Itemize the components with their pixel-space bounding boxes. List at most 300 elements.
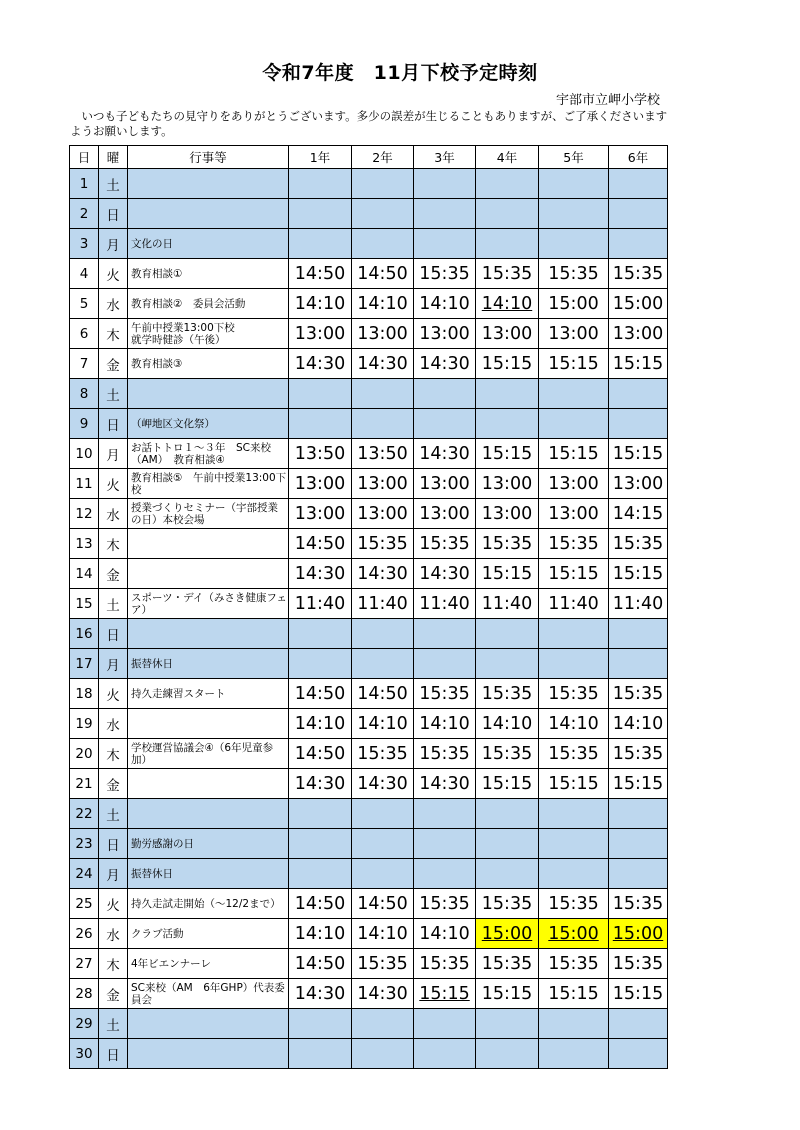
page-title: 令和7年度 11月下校予定時刻 bbox=[262, 62, 538, 84]
weekday-cell: 日 bbox=[99, 1039, 128, 1069]
table-row bbox=[70, 949, 668, 979]
time-cell-grade5 bbox=[539, 199, 609, 229]
time-cell-grade1: 14:50 bbox=[289, 259, 352, 289]
time-cell-grade3 bbox=[414, 649, 476, 679]
time-cell-grade6: 13:00 bbox=[609, 319, 668, 349]
day-cell: 26 bbox=[70, 919, 99, 949]
time-cell-grade3: 15:35 bbox=[414, 529, 476, 559]
time-cell-grade5: 15:35 bbox=[539, 529, 609, 559]
time-cell-grade4: 15:35 bbox=[476, 739, 539, 769]
day-cell: 25 bbox=[70, 889, 99, 919]
time-cell-grade4: 15:15 bbox=[476, 349, 539, 379]
time-cell-grade6: 14:15 bbox=[609, 499, 668, 529]
time-cell-grade6: 13:00 bbox=[609, 469, 668, 499]
time-cell-grade1: 14:30 bbox=[289, 769, 352, 799]
weekday-cell: 土 bbox=[99, 169, 128, 199]
time-cell-grade4: 14:10 bbox=[476, 709, 539, 739]
time-cell-grade3: 15:35 bbox=[414, 259, 476, 289]
time-cell-grade1: 13:00 bbox=[289, 499, 352, 529]
event-cell: 学校運営協議会④（6年児童参加） bbox=[128, 739, 289, 769]
event-cell: 勤労感謝の日 bbox=[128, 829, 289, 859]
time-cell-grade2: 13:00 bbox=[352, 499, 414, 529]
time-cell-grade1: 14:30 bbox=[289, 979, 352, 1009]
time-cell-grade5: 15:35 bbox=[539, 259, 609, 289]
weekday-cell: 金 bbox=[99, 349, 128, 379]
time-cell-grade6: 15:15 bbox=[609, 349, 668, 379]
day-cell: 30 bbox=[70, 1039, 99, 1069]
time-cell-grade1 bbox=[289, 409, 352, 439]
table-row bbox=[70, 919, 668, 949]
event-cell: クラブ活動 bbox=[128, 919, 289, 949]
table-row bbox=[70, 619, 668, 649]
time-cell-grade5: 15:15 bbox=[539, 979, 609, 1009]
day-cell: 8 bbox=[70, 379, 99, 409]
event-cell: SC来校（AM 6年GHP）代表委員会 bbox=[128, 979, 289, 1009]
time-cell-grade2 bbox=[352, 619, 414, 649]
event-cell: 午前中授業13:00下校 就学時健診（午後） bbox=[128, 319, 289, 349]
event-cell bbox=[128, 379, 289, 409]
weekday-cell: 土 bbox=[99, 589, 128, 619]
header-weekday: 曜 bbox=[99, 146, 128, 169]
time-cell-grade6 bbox=[609, 169, 668, 199]
time-cell-grade1 bbox=[289, 619, 352, 649]
day-cell: 24 bbox=[70, 859, 99, 889]
day-cell: 1 bbox=[70, 169, 99, 199]
weekday-cell: 水 bbox=[99, 709, 128, 739]
time-cell-grade3: 13:00 bbox=[414, 319, 476, 349]
time-cell-grade2 bbox=[352, 1039, 414, 1069]
time-cell-grade6: 15:15 bbox=[609, 769, 668, 799]
weekday-cell: 土 bbox=[99, 799, 128, 829]
weekday-cell: 金 bbox=[99, 769, 128, 799]
time-cell-grade2: 14:30 bbox=[352, 769, 414, 799]
time-cell-grade2: 15:35 bbox=[352, 739, 414, 769]
day-cell: 11 bbox=[70, 469, 99, 499]
time-cell-grade4 bbox=[476, 619, 539, 649]
time-cell-grade5: 13:00 bbox=[539, 469, 609, 499]
time-cell-grade5 bbox=[539, 1009, 609, 1039]
time-cell-grade6 bbox=[609, 619, 668, 649]
time-cell-grade3: 14:10 bbox=[414, 289, 476, 319]
event-cell bbox=[128, 1039, 289, 1069]
time-cell-grade1 bbox=[289, 1009, 352, 1039]
weekday-cell: 火 bbox=[99, 259, 128, 289]
table-row bbox=[70, 859, 668, 889]
header-grade2: 2年 bbox=[352, 146, 414, 169]
header-grade1: 1年 bbox=[289, 146, 352, 169]
time-cell-grade6 bbox=[609, 859, 668, 889]
event-cell: 振替休日 bbox=[128, 649, 289, 679]
time-cell-grade6: 15:15 bbox=[609, 979, 668, 1009]
time-cell-grade4 bbox=[476, 829, 539, 859]
time-cell-grade1 bbox=[289, 799, 352, 829]
day-cell: 4 bbox=[70, 259, 99, 289]
time-cell-grade5: 15:15 bbox=[539, 439, 609, 469]
table-row bbox=[70, 589, 668, 619]
time-cell-grade6 bbox=[609, 409, 668, 439]
time-cell-grade5 bbox=[539, 649, 609, 679]
time-cell-grade3: 14:30 bbox=[414, 439, 476, 469]
time-cell-grade2: 13:50 bbox=[352, 439, 414, 469]
day-cell: 13 bbox=[70, 529, 99, 559]
day-cell: 3 bbox=[70, 229, 99, 259]
time-cell-grade4: 15:35 bbox=[476, 259, 539, 289]
time-cell-grade4 bbox=[476, 649, 539, 679]
time-cell-grade2 bbox=[352, 199, 414, 229]
day-cell: 19 bbox=[70, 709, 99, 739]
weekday-cell: 月 bbox=[99, 859, 128, 889]
event-cell: スポーツ・デイ（みさき健康フェア） bbox=[128, 589, 289, 619]
time-cell-grade3: 14:10 bbox=[414, 709, 476, 739]
header-row bbox=[70, 146, 668, 169]
time-cell-grade4: 15:15 bbox=[476, 979, 539, 1009]
day-cell: 29 bbox=[70, 1009, 99, 1039]
time-cell-grade2: 14:50 bbox=[352, 679, 414, 709]
time-cell-grade3: 14:30 bbox=[414, 559, 476, 589]
time-cell-grade5: 15:00 bbox=[539, 919, 609, 949]
time-cell-grade3: 15:35 bbox=[414, 739, 476, 769]
time-cell-grade4: 14:10 bbox=[476, 289, 539, 319]
table-row bbox=[70, 409, 668, 439]
time-cell-grade6: 11:40 bbox=[609, 589, 668, 619]
day-cell: 14 bbox=[70, 559, 99, 589]
day-cell: 12 bbox=[70, 499, 99, 529]
time-cell-grade2: 13:00 bbox=[352, 319, 414, 349]
table-row bbox=[70, 169, 668, 199]
time-cell-grade2: 14:10 bbox=[352, 709, 414, 739]
weekday-cell: 木 bbox=[99, 319, 128, 349]
time-cell-grade5 bbox=[539, 799, 609, 829]
time-cell-grade2: 14:10 bbox=[352, 919, 414, 949]
time-cell-grade1: 14:10 bbox=[289, 919, 352, 949]
table-row bbox=[70, 979, 668, 1009]
table-row bbox=[70, 1009, 668, 1039]
time-cell-grade1 bbox=[289, 859, 352, 889]
time-cell-grade4: 15:35 bbox=[476, 949, 539, 979]
event-cell: 持久走練習スタート bbox=[128, 679, 289, 709]
table-row bbox=[70, 439, 668, 469]
weekday-cell: 日 bbox=[99, 829, 128, 859]
weekday-cell: 土 bbox=[99, 379, 128, 409]
time-cell-grade3 bbox=[414, 619, 476, 649]
time-cell-grade3: 13:00 bbox=[414, 469, 476, 499]
time-cell-grade1: 11:40 bbox=[289, 589, 352, 619]
time-cell-grade1: 14:30 bbox=[289, 559, 352, 589]
event-cell: 持久走試走開始（～12/2まで） bbox=[128, 889, 289, 919]
day-cell: 22 bbox=[70, 799, 99, 829]
day-cell: 15 bbox=[70, 589, 99, 619]
time-cell-grade3: 11:40 bbox=[414, 589, 476, 619]
time-cell-grade2: 14:10 bbox=[352, 289, 414, 319]
table-row bbox=[70, 799, 668, 829]
time-cell-grade4: 15:35 bbox=[476, 679, 539, 709]
day-cell: 20 bbox=[70, 739, 99, 769]
time-cell-grade5: 11:40 bbox=[539, 589, 609, 619]
time-cell-grade6 bbox=[609, 1009, 668, 1039]
time-cell-grade2 bbox=[352, 379, 414, 409]
time-cell-grade6 bbox=[609, 199, 668, 229]
time-cell-grade3 bbox=[414, 229, 476, 259]
time-cell-grade6: 15:00 bbox=[609, 919, 668, 949]
time-cell-grade5 bbox=[539, 379, 609, 409]
time-cell-grade1: 14:50 bbox=[289, 529, 352, 559]
time-cell-grade4: 13:00 bbox=[476, 499, 539, 529]
weekday-cell: 木 bbox=[99, 739, 128, 769]
time-cell-grade4 bbox=[476, 229, 539, 259]
day-cell: 28 bbox=[70, 979, 99, 1009]
time-cell-grade6: 15:00 bbox=[609, 289, 668, 319]
time-cell-grade6 bbox=[609, 799, 668, 829]
time-cell-grade6: 15:35 bbox=[609, 889, 668, 919]
intro-text: いつも子どもたちの見守りをありがとうございます。多少の誤差が生じることもありますが、ご了承くださいますようお願いします。 bbox=[70, 109, 668, 138]
weekday-cell: 月 bbox=[99, 229, 128, 259]
time-cell-grade6: 15:35 bbox=[609, 739, 668, 769]
time-cell-grade4: 15:15 bbox=[476, 769, 539, 799]
event-cell bbox=[128, 529, 289, 559]
time-cell-grade1 bbox=[289, 379, 352, 409]
time-cell-grade6: 14:10 bbox=[609, 709, 668, 739]
time-cell-grade4 bbox=[476, 409, 539, 439]
time-cell-grade2 bbox=[352, 229, 414, 259]
schedule-table bbox=[69, 145, 668, 1069]
table-row bbox=[70, 379, 668, 409]
time-cell-grade2 bbox=[352, 169, 414, 199]
time-cell-grade4 bbox=[476, 379, 539, 409]
weekday-cell: 月 bbox=[99, 649, 128, 679]
time-cell-grade6: 15:35 bbox=[609, 529, 668, 559]
time-cell-grade6: 15:35 bbox=[609, 679, 668, 709]
time-cell-grade3 bbox=[414, 409, 476, 439]
event-cell bbox=[128, 559, 289, 589]
time-cell-grade5: 14:10 bbox=[539, 709, 609, 739]
table-row bbox=[70, 829, 668, 859]
time-cell-grade4: 11:40 bbox=[476, 589, 539, 619]
table-row bbox=[70, 499, 668, 529]
weekday-cell: 月 bbox=[99, 439, 128, 469]
day-cell: 7 bbox=[70, 349, 99, 379]
time-cell-grade4 bbox=[476, 1009, 539, 1039]
table-row bbox=[70, 679, 668, 709]
event-cell bbox=[128, 199, 289, 229]
weekday-cell: 木 bbox=[99, 949, 128, 979]
weekday-cell: 水 bbox=[99, 919, 128, 949]
weekday-cell: 火 bbox=[99, 679, 128, 709]
event-cell bbox=[128, 619, 289, 649]
event-cell: 振替休日 bbox=[128, 859, 289, 889]
time-cell-grade2: 13:00 bbox=[352, 469, 414, 499]
weekday-cell: 火 bbox=[99, 469, 128, 499]
day-cell: 18 bbox=[70, 679, 99, 709]
table-row bbox=[70, 559, 668, 589]
time-cell-grade5: 15:35 bbox=[539, 739, 609, 769]
header-grade4: 4年 bbox=[476, 146, 539, 169]
time-cell-grade4: 13:00 bbox=[476, 319, 539, 349]
time-cell-grade1: 14:50 bbox=[289, 949, 352, 979]
time-cell-grade1 bbox=[289, 169, 352, 199]
day-cell: 16 bbox=[70, 619, 99, 649]
weekday-cell: 日 bbox=[99, 409, 128, 439]
event-cell: 教育相談③ bbox=[128, 349, 289, 379]
day-cell: 6 bbox=[70, 319, 99, 349]
time-cell-grade6 bbox=[609, 1039, 668, 1069]
time-cell-grade5: 15:35 bbox=[539, 889, 609, 919]
time-cell-grade3: 14:10 bbox=[414, 919, 476, 949]
time-cell-grade2: 14:30 bbox=[352, 349, 414, 379]
time-cell-grade2: 11:40 bbox=[352, 589, 414, 619]
time-cell-grade1: 13:00 bbox=[289, 469, 352, 499]
time-cell-grade4 bbox=[476, 859, 539, 889]
day-cell: 21 bbox=[70, 769, 99, 799]
table-row bbox=[70, 1039, 668, 1069]
time-cell-grade4: 15:15 bbox=[476, 439, 539, 469]
time-cell-grade3 bbox=[414, 1009, 476, 1039]
time-cell-grade6: 15:35 bbox=[609, 259, 668, 289]
time-cell-grade2 bbox=[352, 859, 414, 889]
time-cell-grade3: 15:35 bbox=[414, 679, 476, 709]
time-cell-grade2 bbox=[352, 1009, 414, 1039]
time-cell-grade4: 13:00 bbox=[476, 469, 539, 499]
time-cell-grade1 bbox=[289, 1039, 352, 1069]
header-grade5: 5年 bbox=[539, 146, 609, 169]
time-cell-grade1 bbox=[289, 199, 352, 229]
table-row bbox=[70, 889, 668, 919]
time-cell-grade4 bbox=[476, 799, 539, 829]
time-cell-grade6 bbox=[609, 229, 668, 259]
day-cell: 9 bbox=[70, 409, 99, 439]
time-cell-grade1: 13:50 bbox=[289, 439, 352, 469]
time-cell-grade3: 15:35 bbox=[414, 949, 476, 979]
time-cell-grade5: 13:00 bbox=[539, 499, 609, 529]
time-cell-grade5: 15:15 bbox=[539, 769, 609, 799]
day-cell: 17 bbox=[70, 649, 99, 679]
table-row bbox=[70, 259, 668, 289]
time-cell-grade3 bbox=[414, 199, 476, 229]
time-cell-grade6 bbox=[609, 829, 668, 859]
day-cell: 10 bbox=[70, 439, 99, 469]
day-cell: 5 bbox=[70, 289, 99, 319]
time-cell-grade5: 15:35 bbox=[539, 949, 609, 979]
event-cell: 教育相談② 委員会活動 bbox=[128, 289, 289, 319]
time-cell-grade5: 13:00 bbox=[539, 319, 609, 349]
event-cell bbox=[128, 709, 289, 739]
time-cell-grade5 bbox=[539, 229, 609, 259]
weekday-cell: 土 bbox=[99, 1009, 128, 1039]
time-cell-grade3 bbox=[414, 1039, 476, 1069]
table-row bbox=[70, 199, 668, 229]
time-cell-grade1 bbox=[289, 229, 352, 259]
table-row bbox=[70, 769, 668, 799]
time-cell-grade4 bbox=[476, 199, 539, 229]
time-cell-grade5 bbox=[539, 619, 609, 649]
header-day: 日 bbox=[70, 146, 99, 169]
time-cell-grade4 bbox=[476, 1039, 539, 1069]
time-cell-grade5: 15:35 bbox=[539, 679, 609, 709]
table-row bbox=[70, 739, 668, 769]
time-cell-grade3: 15:15 bbox=[414, 979, 476, 1009]
time-cell-grade4: 15:15 bbox=[476, 559, 539, 589]
time-cell-grade1: 14:50 bbox=[289, 739, 352, 769]
time-cell-grade4: 15:35 bbox=[476, 529, 539, 559]
table-row bbox=[70, 319, 668, 349]
time-cell-grade3: 14:30 bbox=[414, 349, 476, 379]
time-cell-grade5 bbox=[539, 859, 609, 889]
time-cell-grade3: 15:35 bbox=[414, 889, 476, 919]
time-cell-grade6: 15:35 bbox=[609, 949, 668, 979]
time-cell-grade4: 15:35 bbox=[476, 889, 539, 919]
table-row bbox=[70, 229, 668, 259]
time-cell-grade1: 14:10 bbox=[289, 709, 352, 739]
event-cell: 教育相談⑤ 午前中授業13:00下校 bbox=[128, 469, 289, 499]
time-cell-grade1: 14:50 bbox=[289, 679, 352, 709]
school-name: 宇部市立岬小学校 bbox=[555, 93, 660, 108]
weekday-cell: 水 bbox=[99, 289, 128, 319]
time-cell-grade1 bbox=[289, 829, 352, 859]
time-cell-grade5 bbox=[539, 829, 609, 859]
time-cell-grade6 bbox=[609, 379, 668, 409]
event-cell: 授業づくりセミナー（宇部授業の日）本校会場 bbox=[128, 499, 289, 529]
event-cell: （岬地区文化祭） bbox=[128, 409, 289, 439]
time-cell-grade4 bbox=[476, 169, 539, 199]
time-cell-grade2: 15:35 bbox=[352, 949, 414, 979]
time-cell-grade3 bbox=[414, 799, 476, 829]
weekday-cell: 金 bbox=[99, 559, 128, 589]
time-cell-grade2: 14:30 bbox=[352, 979, 414, 1009]
time-cell-grade2 bbox=[352, 409, 414, 439]
header-event: 行事等 bbox=[128, 146, 289, 169]
weekday-cell: 日 bbox=[99, 619, 128, 649]
time-cell-grade2 bbox=[352, 649, 414, 679]
weekday-cell: 日 bbox=[99, 199, 128, 229]
weekday-cell: 火 bbox=[99, 889, 128, 919]
time-cell-grade3: 13:00 bbox=[414, 499, 476, 529]
time-cell-grade1: 14:10 bbox=[289, 289, 352, 319]
day-cell: 23 bbox=[70, 829, 99, 859]
day-cell: 2 bbox=[70, 199, 99, 229]
table-row bbox=[70, 289, 668, 319]
table-row bbox=[70, 529, 668, 559]
event-cell bbox=[128, 169, 289, 199]
time-cell-grade5: 15:15 bbox=[539, 349, 609, 379]
time-cell-grade6: 15:15 bbox=[609, 559, 668, 589]
table-row bbox=[70, 349, 668, 379]
time-cell-grade5 bbox=[539, 409, 609, 439]
day-cell: 27 bbox=[70, 949, 99, 979]
time-cell-grade3 bbox=[414, 859, 476, 889]
time-cell-grade5 bbox=[539, 169, 609, 199]
time-cell-grade2: 14:30 bbox=[352, 559, 414, 589]
time-cell-grade1 bbox=[289, 649, 352, 679]
time-cell-grade3 bbox=[414, 169, 476, 199]
header-grade3: 3年 bbox=[414, 146, 476, 169]
time-cell-grade2 bbox=[352, 799, 414, 829]
event-cell: 教育相談① bbox=[128, 259, 289, 289]
time-cell-grade3 bbox=[414, 829, 476, 859]
time-cell-grade5 bbox=[539, 1039, 609, 1069]
table-row bbox=[70, 709, 668, 739]
weekday-cell: 木 bbox=[99, 529, 128, 559]
event-cell bbox=[128, 799, 289, 829]
time-cell-grade2: 14:50 bbox=[352, 889, 414, 919]
table-row bbox=[70, 469, 668, 499]
event-cell: 4年ビエンナーレ bbox=[128, 949, 289, 979]
time-cell-grade1: 14:50 bbox=[289, 889, 352, 919]
time-cell-grade6: 15:15 bbox=[609, 439, 668, 469]
time-cell-grade5: 15:15 bbox=[539, 559, 609, 589]
time-cell-grade1: 14:30 bbox=[289, 349, 352, 379]
table-row bbox=[70, 649, 668, 679]
time-cell-grade5: 15:00 bbox=[539, 289, 609, 319]
time-cell-grade4: 15:00 bbox=[476, 919, 539, 949]
